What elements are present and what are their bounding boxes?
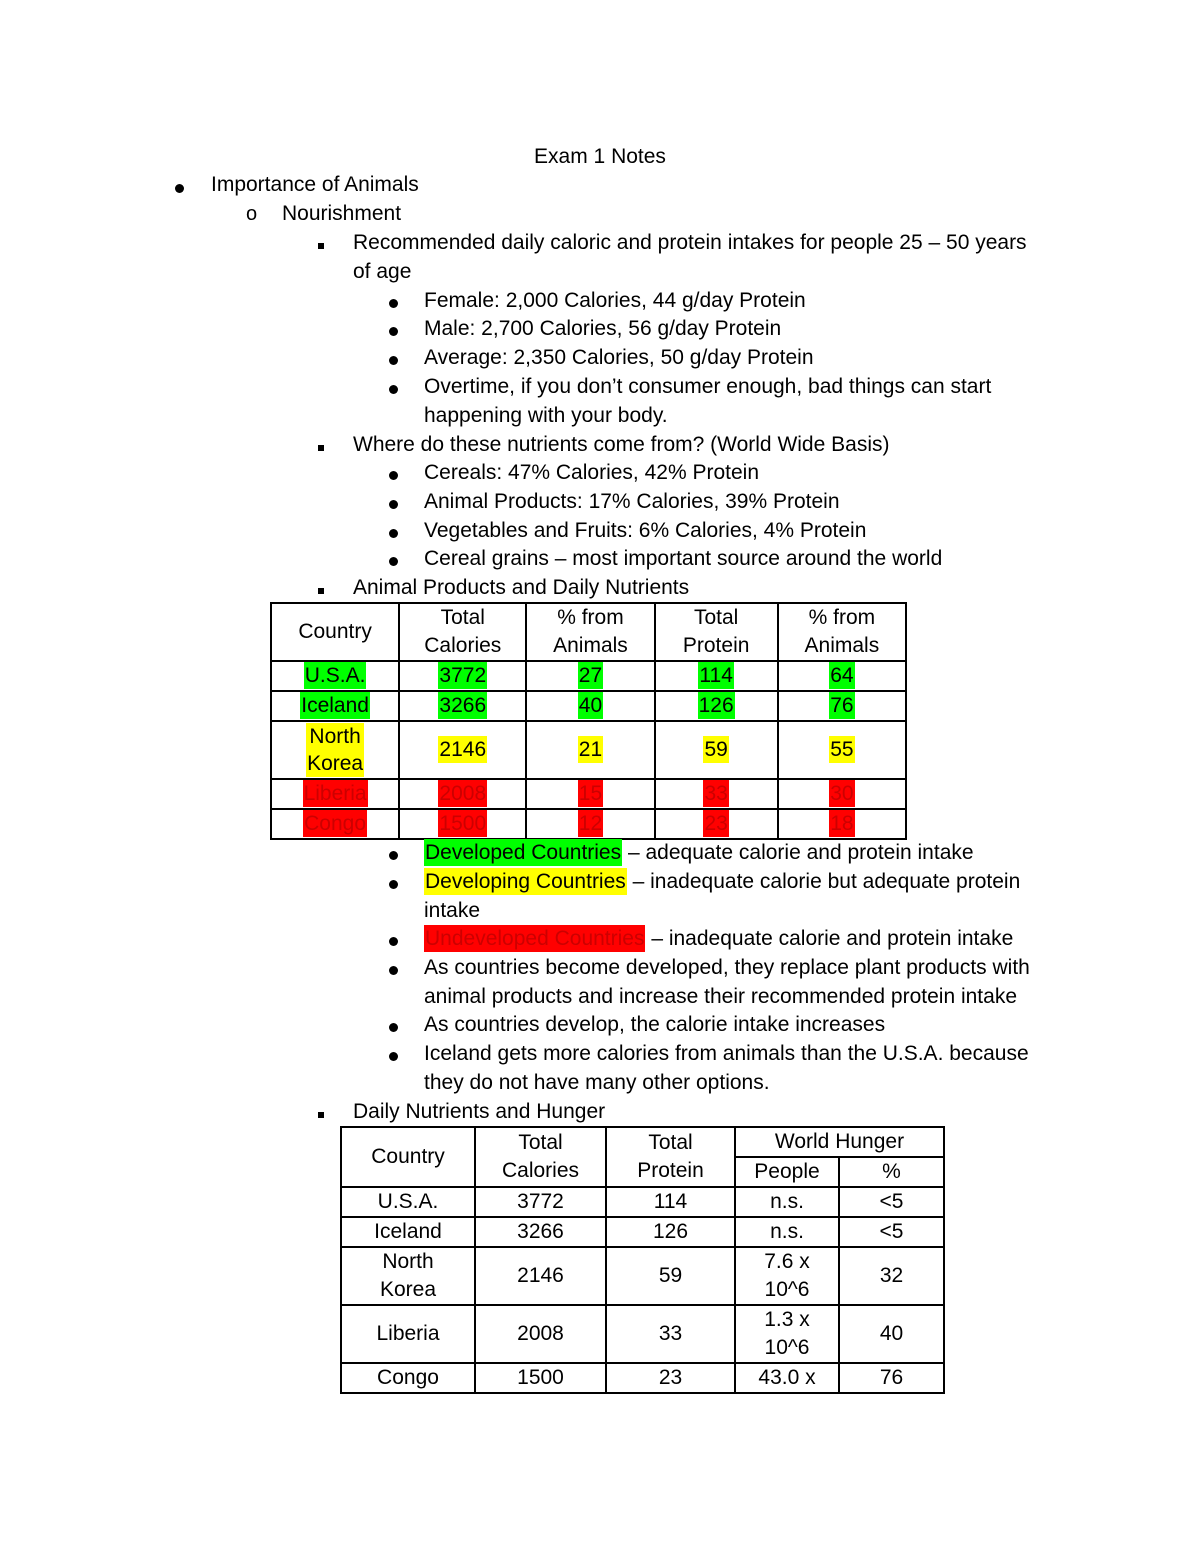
value-cell: 114 bbox=[699, 664, 733, 687]
legend-developing: Developing Countries – inadequate calorie but adequate protein bbox=[425, 870, 1021, 893]
value-cell: 33 bbox=[606, 1305, 735, 1363]
sources-heading: Where do these nutrients come from? (World Wide Basis) bbox=[353, 433, 890, 456]
bullet-dot-icon bbox=[389, 374, 398, 403]
bullet-dot-icon bbox=[389, 926, 398, 955]
table-row bbox=[341, 1247, 944, 1305]
country-cell: Congo bbox=[341, 1363, 475, 1393]
bullet-circle-icon: o bbox=[246, 203, 258, 225]
developing-label: Developing Countries bbox=[425, 870, 626, 893]
value-cell: 27 bbox=[578, 664, 603, 687]
table-row bbox=[271, 721, 906, 779]
header-total-calories: Total Calories bbox=[399, 603, 526, 661]
outline-l2: Nourishment bbox=[282, 202, 402, 225]
bullet-square-icon bbox=[318, 431, 324, 460]
undeveloped-label: Undeveloped Countries bbox=[425, 927, 645, 950]
country-cell: Liberia bbox=[303, 782, 367, 805]
bullet-dot-icon bbox=[389, 489, 398, 518]
table-row bbox=[271, 809, 906, 839]
value-cell: 76 bbox=[839, 1363, 944, 1393]
value-cell: n.s. bbox=[735, 1217, 839, 1247]
value-cell: <5 bbox=[839, 1187, 944, 1217]
header-total-calories: Total Calories bbox=[475, 1127, 606, 1187]
header-pct-animals-protein: % from Animals bbox=[778, 603, 906, 661]
table-row bbox=[341, 1305, 944, 1363]
sources-item: Cereal grains – most important source around the world bbox=[424, 547, 943, 570]
intake-heading-line2: of age bbox=[353, 260, 412, 283]
header-country: Country bbox=[271, 603, 399, 661]
intake-item: Female: 2,000 Calories, 44 g/day Protein bbox=[424, 289, 806, 312]
header-pct-animals-cal: % from Animals bbox=[526, 603, 654, 661]
value-cell: 3772 bbox=[475, 1187, 606, 1217]
value-cell: 32 bbox=[839, 1247, 944, 1305]
table-row bbox=[271, 779, 906, 809]
table-header-row bbox=[341, 1127, 944, 1157]
note-iceland-line2: they do not have many other options. bbox=[424, 1071, 770, 1094]
value-cell: 59 bbox=[704, 738, 728, 761]
bullet-dot-icon bbox=[389, 316, 398, 345]
value-cell: 12 bbox=[578, 812, 603, 835]
animal-products-table bbox=[270, 602, 907, 840]
value-cell: 55 bbox=[830, 738, 854, 761]
value-cell: 21 bbox=[578, 738, 603, 761]
table-row bbox=[271, 661, 906, 691]
sources-item: Cereals: 47% Calories, 42% Protein bbox=[424, 461, 759, 484]
bullet-dot-icon bbox=[175, 173, 184, 202]
value-cell: 126 bbox=[698, 694, 734, 717]
table-row bbox=[341, 1217, 944, 1247]
value-cell: 7.6 x 10^6 bbox=[735, 1247, 839, 1305]
legend-developing-line2: intake bbox=[424, 899, 481, 922]
bullet-dot-icon bbox=[389, 1041, 398, 1070]
header-people: People bbox=[735, 1157, 839, 1187]
table-row bbox=[341, 1187, 944, 1217]
intake-heading-line1: Recommended daily caloric and protein intakes for people 25 – 50 years bbox=[353, 231, 1027, 254]
note-developed-line2: animal products and increase their recommended protein intake bbox=[424, 985, 1017, 1008]
value-cell: 1.3 x 10^6 bbox=[735, 1305, 839, 1363]
country-cell: Liberia bbox=[341, 1305, 475, 1363]
table-header-row bbox=[271, 603, 906, 661]
value-cell: 64 bbox=[830, 664, 854, 687]
header-total-protein: Total Protein bbox=[655, 603, 778, 661]
value-cell: 23 bbox=[704, 812, 728, 835]
country-cell: North Korea bbox=[307, 724, 364, 775]
value-cell: 2146 bbox=[439, 738, 487, 761]
value-cell: 2008 bbox=[439, 782, 487, 805]
country-cell: U.S.A. bbox=[341, 1187, 475, 1217]
developed-label: Developed Countries bbox=[425, 841, 622, 864]
bullet-dot-icon bbox=[389, 869, 398, 898]
bullet-dot-icon bbox=[389, 1012, 398, 1041]
value-cell: 3772 bbox=[439, 664, 487, 687]
header-pct: % bbox=[839, 1157, 944, 1187]
value-cell: 126 bbox=[606, 1217, 735, 1247]
value-cell: 40 bbox=[578, 694, 603, 717]
value-cell: 43.0 x bbox=[735, 1363, 839, 1393]
value-cell: 59 bbox=[606, 1247, 735, 1305]
value-cell: 2146 bbox=[475, 1247, 606, 1305]
bullet-dot-icon bbox=[389, 288, 398, 317]
header-country: Country bbox=[341, 1127, 475, 1187]
intake-item: Male: 2,700 Calories, 56 g/day Protein bbox=[424, 317, 782, 340]
bullet-square-icon bbox=[318, 1098, 324, 1127]
bullet-dot-icon bbox=[389, 955, 398, 984]
page-title: Exam 1 Notes bbox=[534, 145, 666, 168]
country-cell: Congo bbox=[304, 812, 367, 835]
note-iceland-line1: Iceland gets more calories from animals than the U.S.A. because bbox=[424, 1042, 1029, 1065]
value-cell: 1500 bbox=[475, 1363, 606, 1393]
note-developed-line1: As countries become developed, they replace plant products with bbox=[424, 956, 1030, 979]
bullet-dot-icon bbox=[389, 546, 398, 575]
legend-undeveloped: Undeveloped Countries – inadequate calorie and protein intake bbox=[425, 927, 1014, 950]
overtime-line1: Overtime, if you don’t consumer enough, bad things can start bbox=[424, 375, 992, 398]
value-cell: 1500 bbox=[439, 812, 487, 835]
bullet-dot-icon bbox=[389, 518, 398, 547]
table2-heading: Daily Nutrients and Hunger bbox=[353, 1100, 606, 1123]
value-cell: 3266 bbox=[439, 694, 487, 717]
value-cell: 2008 bbox=[475, 1305, 606, 1363]
bullet-square-icon bbox=[318, 574, 324, 603]
value-cell: 3266 bbox=[475, 1217, 606, 1247]
bullet-dot-icon bbox=[389, 345, 398, 374]
hunger-table bbox=[340, 1126, 945, 1394]
legend-developed: Developed Countries – adequate calorie and protein intake bbox=[425, 841, 974, 864]
table-row bbox=[271, 691, 906, 721]
value-cell: 114 bbox=[606, 1187, 735, 1217]
sources-item: Vegetables and Fruits: 6% Calories, 4% Protein bbox=[424, 519, 867, 542]
country-cell: North Korea bbox=[341, 1247, 475, 1305]
value-cell: 23 bbox=[606, 1363, 735, 1393]
table-row bbox=[341, 1363, 944, 1393]
intake-item: Average: 2,350 Calories, 50 g/day Protein bbox=[424, 346, 814, 369]
value-cell: 76 bbox=[830, 694, 854, 717]
value-cell: 15 bbox=[578, 782, 603, 805]
table1-heading: Animal Products and Daily Nutrients bbox=[353, 576, 690, 599]
sources-item: Animal Products: 17% Calories, 39% Protein bbox=[424, 490, 840, 513]
country-cell: U.S.A. bbox=[304, 664, 366, 687]
note-calorie: As countries develop, the calorie intake increases bbox=[424, 1013, 886, 1036]
value-cell: <5 bbox=[839, 1217, 944, 1247]
value-cell: n.s. bbox=[735, 1187, 839, 1217]
value-cell: 40 bbox=[839, 1305, 944, 1363]
value-cell: 30 bbox=[830, 782, 854, 805]
outline-l1: Importance of Animals bbox=[211, 173, 419, 196]
value-cell: 18 bbox=[830, 812, 854, 835]
bullet-dot-icon bbox=[389, 460, 398, 489]
value-cell: 33 bbox=[704, 782, 728, 805]
overtime-line2: happening with your body. bbox=[424, 404, 668, 427]
country-cell: Iceland bbox=[301, 694, 369, 717]
bullet-square-icon bbox=[318, 229, 324, 258]
country-cell: Iceland bbox=[341, 1217, 475, 1247]
header-total-protein: Total Protein bbox=[606, 1127, 735, 1187]
bullet-dot-icon bbox=[389, 840, 398, 869]
header-world-hunger: World Hunger bbox=[735, 1127, 944, 1157]
